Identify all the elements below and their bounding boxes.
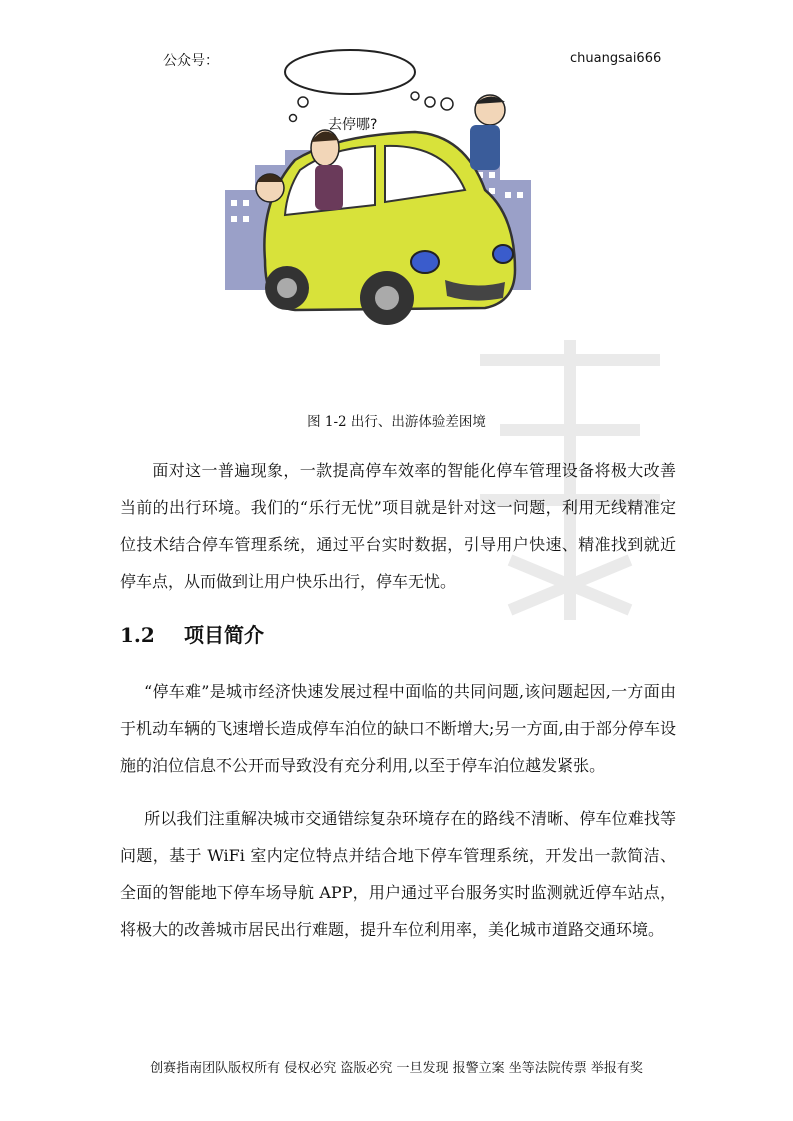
paragraph-intro-text: 面对这一普遍现象，一款提高停车效率的智能化停车管理设备将极大改善当前的出行环境。我们的“乐行无忧”项目就是针对这一问题，利用无线精准定位技术结合停车管理系统，通过平台实时数据，引导用户快速、精准找到就近停车点，从而做到让用户快乐出行，停车无忧。 <box>120 461 676 591</box>
paragraph-solution <box>120 800 676 948</box>
thought-bubble-text: 去停哪? <box>328 117 378 133</box>
paragraph-solution-text: 所以我们注重解决城市交通错综复杂环境存在的路线不清晰、停车位难找等问题，基于 WiFi 室内定位特点并结合地下停车管理系统，开发出一款简洁、全面的智能地下停车场导航 APP，用户通过平台服务实时监测就近停车站点，将极大的改善城市居民出行难题，提升车位利用率，美化城市道路交通环境。 <box>120 809 676 939</box>
header-left-label: 公众号： <box>163 53 219 69</box>
copyright-footer: 创赛指南团队版权所有 侵权必究 盗版必究 一旦发现 报警立案 坐等法院传票 举报有奖 <box>150 1061 643 1076</box>
car-cartoon-illustration <box>215 40 545 330</box>
figure-caption: 图 1-2 出行、出游体验差困境 <box>307 414 486 430</box>
paragraph-intro <box>120 452 676 600</box>
paragraph-problem-text: “停车难”是城市经济快速发展过程中面临的共同问题,该问题起因,一方面由于机动车辆的飞速增长造成停车泊位的缺口不断增大;另一方面,由于部分停车设施的泊位信息不公开而导致没有充分利用,以至于停车泊位越发紧张。 <box>120 682 676 775</box>
header-right-label: chuangsai666 <box>570 51 662 66</box>
paragraph-problem <box>120 673 676 784</box>
section-title: 项目简介 <box>184 623 264 647</box>
section-heading <box>120 619 264 648</box>
section-number: 1.2 <box>120 623 155 647</box>
